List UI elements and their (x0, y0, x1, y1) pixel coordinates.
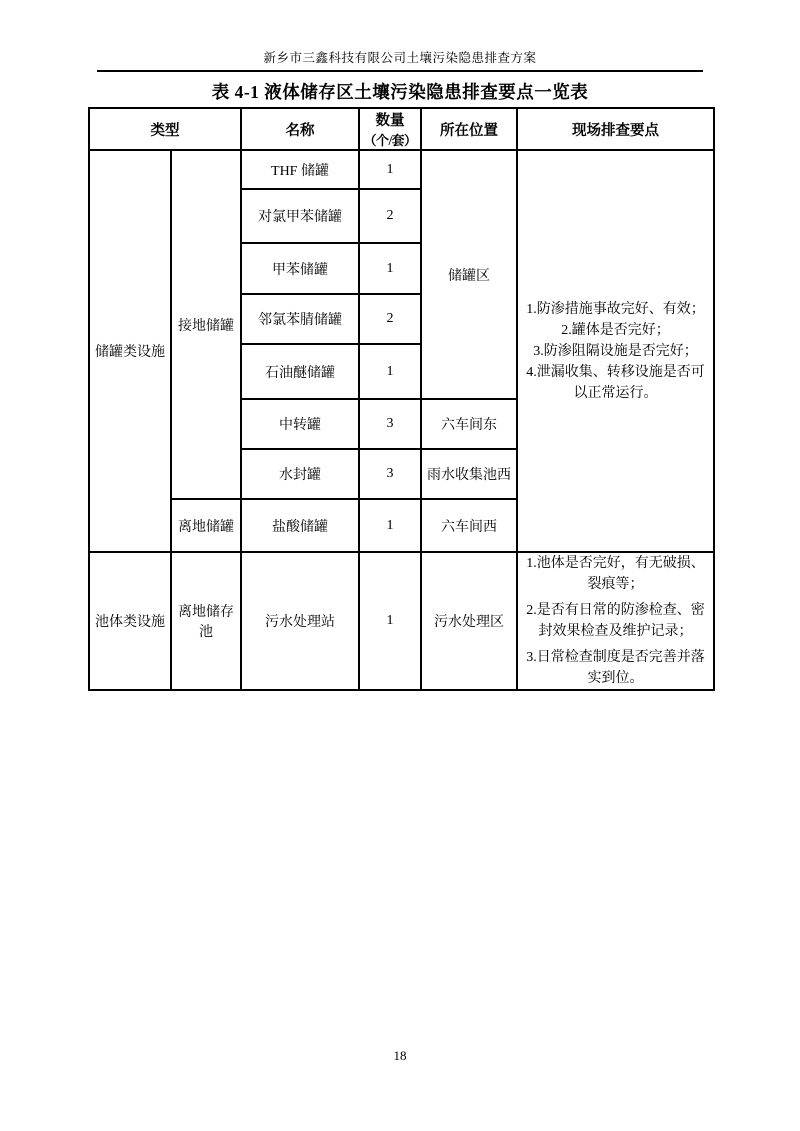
cell-name: 对氯甲苯储罐 (241, 189, 359, 243)
table-row (89, 552, 714, 690)
header-rule (97, 70, 703, 72)
keypoint-item: 2.是否有日常的防渗检查、密封效果检查及维护记录； (526, 603, 705, 639)
cell-name: THF 储罐 (241, 150, 359, 189)
cell-qty: 1 (359, 344, 421, 399)
header-quantity (359, 108, 421, 150)
header-key-points: 现场排查要点 (517, 108, 714, 150)
header-quantity-line2: （个/套） (363, 133, 417, 148)
header-name: 名称 (241, 108, 359, 150)
cell-type-group-tank: 储罐类设施 (89, 150, 171, 552)
cell-qty: 1 (359, 150, 421, 189)
page-number: 18 (393, 1048, 407, 1063)
header-type: 类型 (89, 108, 241, 150)
keypoint-item: 1.防渗措施事故完好、有效； (526, 301, 705, 317)
cell-type-group-pool: 池体类设施 (89, 552, 171, 690)
cell-location: 污水处理区 (421, 552, 517, 690)
cell-name: 邻氯苯腈储罐 (241, 294, 359, 344)
cell-qty: 3 (359, 399, 421, 449)
cell-keypoints-pool (517, 552, 714, 690)
table-row (89, 150, 714, 189)
keypoint-item: 3.防渗阻隔设施是否完好； (533, 343, 698, 359)
cell-name: 水封罐 (241, 449, 359, 499)
cell-subtype-elevated-tank: 离地储罐 (171, 499, 241, 552)
inspection-table (88, 107, 715, 691)
cell-name: 盐酸储罐 (241, 499, 359, 552)
cell-location: 雨水收集池西 (421, 449, 517, 499)
cell-subtype-elevated-pool: 离地储存池 (171, 552, 241, 690)
keypoint-item: 2.罐体是否完好； (561, 322, 670, 338)
cell-name: 污水处理站 (241, 552, 359, 690)
cell-subtype-grounded-tank: 接地储罐 (171, 150, 241, 499)
cell-keypoints-tank (517, 150, 714, 552)
cell-qty: 2 (359, 189, 421, 243)
cell-name: 甲苯储罐 (241, 243, 359, 294)
keypoint-item: 4.泄漏收集、转移设施是否可以正常运行。 (526, 364, 705, 401)
header-quantity-line1: 数量 (375, 113, 405, 129)
table-header-row (89, 108, 714, 150)
keypoint-item: 1.池体是否完好，有无破损、裂痕等； (526, 556, 705, 592)
doc-header: 新乡市三鑫科技有限公司土壤污染隐患排查方案 (263, 51, 537, 65)
cell-location: 六车间西 (421, 499, 517, 552)
cell-qty: 2 (359, 294, 421, 344)
cell-location-storage-area: 储罐区 (421, 150, 517, 399)
cell-qty: 1 (359, 499, 421, 552)
cell-qty: 1 (359, 243, 421, 294)
cell-qty: 3 (359, 449, 421, 499)
cell-location: 六车间东 (421, 399, 517, 449)
cell-name: 石油醚储罐 (241, 344, 359, 399)
table-title: 表 4-1 液体储存区土壤污染隐患排查要点一览表 (211, 82, 589, 102)
cell-name: 中转罐 (241, 399, 359, 449)
header-location: 所在位置 (421, 108, 517, 150)
cell-qty: 1 (359, 552, 421, 690)
keypoint-item: 3.日常检查制度是否完善并落实到位。 (526, 650, 705, 686)
